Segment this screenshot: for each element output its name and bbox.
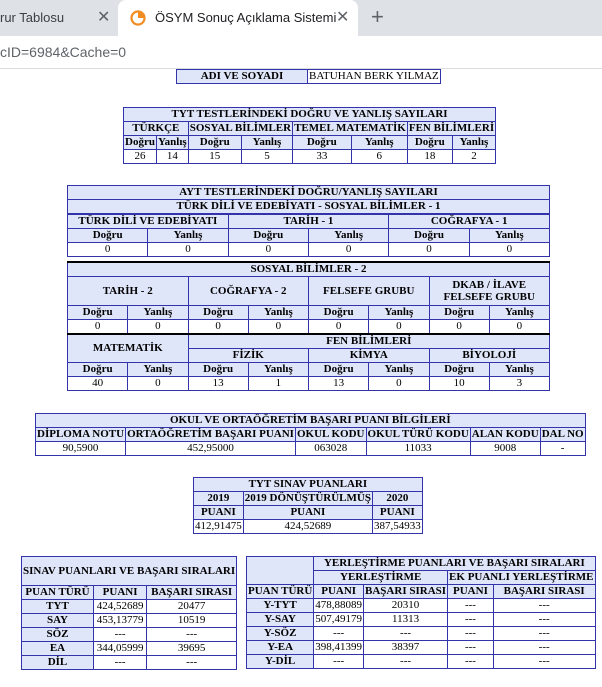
yanlis-header: Yanlış	[452, 136, 495, 150]
count-cell: 0	[188, 320, 248, 334]
dogru-header: Doğru	[293, 136, 351, 150]
subject-header: TÜRKÇE	[124, 122, 189, 136]
name-value: BATUHAN BERK YILMAZ	[309, 70, 439, 82]
column-header: PUANI	[314, 585, 364, 599]
sinav-puan-table	[21, 556, 237, 670]
column-header: PUANI	[93, 586, 146, 600]
subject-header: COĞRAFYA - 2	[188, 277, 309, 306]
table-title: AYT TESTLERİNDEKİ DOĞRU/YANLIŞ SAYILARI	[68, 186, 550, 200]
count-cell: 3	[489, 377, 549, 391]
group-title: FEN BİLİMLERİ	[188, 334, 550, 349]
puan-turu-cell: SÖZ	[22, 628, 94, 642]
value-cell: ---	[93, 628, 146, 642]
count-cell: 0	[309, 320, 369, 334]
value-cell: 20477	[147, 600, 237, 614]
count-cell: 0	[389, 243, 469, 257]
count-cell: 0	[248, 320, 308, 334]
dogru-header: Doğru	[429, 306, 489, 320]
dogru-header: Doğru	[188, 136, 241, 150]
value-cell: ---	[448, 641, 494, 655]
subject-header: FELSEFE GRUBU	[309, 277, 430, 306]
value-cell: 453,13779	[93, 614, 146, 628]
yanlis-header: Yanlış	[128, 306, 188, 320]
ayt-group2-table	[67, 261, 550, 334]
count-cell: 33	[293, 150, 351, 164]
table-title: TYT TESTLERİNDEKİ DOĞRU VE YANLIŞ SAYILARI	[124, 108, 496, 122]
count-cell: 18	[407, 150, 452, 164]
count-cell: 13	[188, 377, 248, 391]
value-cell: ---	[147, 656, 237, 670]
column-header: DAL NO	[541, 428, 584, 440]
value-cell: -	[540, 442, 585, 456]
count-cell: 0	[429, 320, 489, 334]
count-cell: 14	[156, 150, 188, 164]
value-cell: ---	[364, 655, 448, 669]
puan-turu-cell: DİL	[22, 656, 94, 670]
column-header: BAŞARI SIRASI	[365, 585, 447, 597]
basari-table	[35, 413, 586, 456]
subject-header: TÜRK DİLİ VE EDEBİYATI	[68, 215, 229, 229]
dogru-header: Doğru	[68, 306, 128, 320]
tab-previous[interactable]	[0, 0, 120, 36]
count-cell: 0	[308, 243, 388, 257]
table-title: SINAV PUANLARI VE BAŞARI SIRALARI	[22, 557, 237, 586]
value-cell: 398,41399	[315, 641, 363, 653]
ayt-group3-table	[67, 333, 550, 391]
puan-turu-cell: Y-TYT	[247, 599, 314, 613]
yanlis-header: Yanlış	[369, 363, 429, 377]
value-cell: 452,95000	[126, 442, 296, 456]
value-cell: ---	[448, 599, 494, 613]
yanlis-header: Yanlış	[148, 229, 228, 243]
year-header: 2020	[372, 492, 422, 506]
value-cell: ---	[448, 627, 494, 641]
puan-turu-cell: EA	[22, 642, 94, 656]
value-cell: ---	[448, 655, 494, 669]
column-header: OKUL TÜRÜ KODU	[367, 428, 469, 440]
puan-turu-cell: TYT	[22, 600, 94, 614]
subject-header: SOSYAL BİLİMLER	[189, 122, 292, 134]
subject-header: MATEMATİK	[68, 334, 189, 363]
column-header: PUAN TÜRÜ	[22, 586, 94, 600]
year-header: 2019	[194, 492, 244, 506]
yanlis-header: Yanlış	[351, 136, 407, 150]
column-header: BAŞARI SIRASI	[147, 586, 237, 600]
puani-header: PUANI	[372, 506, 422, 520]
dogru-header: Doğru	[125, 136, 155, 148]
close-icon[interactable]: ✕	[97, 9, 111, 26]
count-cell: 40	[68, 377, 128, 391]
close-icon[interactable]: ✕	[336, 9, 350, 26]
column-header: ORTAÖĞRETİM BAŞARI PUANI	[127, 428, 294, 440]
value-cell: ---	[147, 628, 237, 642]
subject-header: TARİH - 1	[228, 215, 389, 229]
count-cell: 6	[351, 150, 407, 164]
group-title: TÜRK DİLİ VE EDEBİYATI - SOSYAL BİLİMLER - 1	[68, 200, 550, 214]
ayt-counts-table	[67, 185, 550, 214]
tyt-puan-table	[193, 477, 423, 534]
column-header: DİPLOMA NOTU	[37, 428, 125, 440]
blank-header	[247, 557, 314, 585]
subject-header: FİZİK	[188, 349, 309, 363]
puan-turu-cell: Y-DİL	[247, 655, 314, 669]
count-cell: 0	[128, 320, 188, 334]
value-cell: 344,05999	[93, 642, 146, 656]
subgroup-header: EK PUANLI YERLEŞTİRME	[449, 571, 594, 583]
count-cell: 2	[452, 150, 495, 164]
value-cell: ---	[493, 613, 595, 627]
value-cell: ---	[493, 641, 595, 655]
value-cell: ---	[314, 655, 364, 669]
dogru-header: Doğru	[389, 229, 469, 243]
value-cell: ---	[493, 655, 595, 669]
value-cell: 063028	[295, 442, 366, 456]
value-cell: ---	[493, 599, 595, 613]
subject-header: COĞRAFYA - 1	[389, 215, 550, 229]
table-title: TYT SINAV PUANLARI	[194, 478, 423, 492]
dogru-header: Doğru	[228, 229, 308, 243]
value-cell: 10519	[147, 614, 237, 628]
value-cell: ---	[364, 627, 448, 641]
subject-header: KİMYA	[309, 349, 430, 363]
yanlis-header: Yanlış	[489, 306, 549, 320]
count-cell: 5	[241, 150, 292, 164]
count-cell: 26	[124, 150, 157, 164]
value-cell: 11313	[364, 613, 448, 627]
value-cell: 90,5900	[36, 442, 126, 456]
table-title: YERLEŞTİRME PUANLARI VE BAŞARI SIRALARI	[314, 557, 595, 571]
yanlis-header: Yanlış	[241, 136, 292, 150]
table-title: OKUL VE ORTAÖĞRETİM BAŞARI PUANI BİLGİLERİ	[36, 414, 586, 428]
value-cell: 11033	[366, 442, 470, 456]
plus-icon[interactable]: +	[371, 4, 384, 29]
puan-turu-cell: SAY	[22, 614, 94, 628]
count-cell: 0	[128, 377, 188, 391]
count-cell: 1	[248, 377, 308, 391]
value-cell: 39695	[147, 642, 237, 656]
ayt-group1-table	[67, 214, 550, 257]
yanlis-header: Yanlış	[469, 229, 549, 243]
subject-header: BİYOLOJİ	[429, 349, 550, 363]
count-cell: 10	[429, 377, 489, 391]
dogru-header: Doğru	[188, 306, 248, 320]
puani-header: PUANI	[194, 506, 244, 520]
name-table	[176, 69, 441, 84]
dogru-header: Doğru	[429, 363, 489, 377]
subgroup-header: YERLEŞTİRME	[314, 571, 448, 585]
subject-header: FEN BİLİMLERİ	[408, 122, 495, 134]
column-header: OKUL KODU	[296, 428, 365, 440]
puan-turu-cell: Y-EA	[247, 641, 314, 655]
count-cell: 0	[68, 243, 148, 257]
url-text[interactable]: cID=6984&Cache=0	[0, 44, 127, 60]
value-cell: 20310	[364, 599, 448, 613]
count-cell: 0	[68, 320, 128, 334]
column-header: PUAN TÜRÜ	[248, 585, 313, 597]
group-title: SOSYAL BİLİMLER - 2	[68, 262, 550, 277]
value-cell: ---	[448, 613, 494, 627]
column-header: ALAN KODU	[471, 428, 539, 440]
subject-header: TARİH - 2	[68, 277, 189, 306]
yanlis-header: Yanlış	[128, 363, 188, 377]
subject-header: DKAB / İLAVE FELSEFE GRUBU	[429, 277, 550, 306]
tab-bar	[0, 0, 602, 36]
subject-header: TEMEL MATEMATİK	[294, 122, 406, 134]
count-cell: 0	[489, 320, 549, 334]
tyt-counts-table	[123, 107, 496, 164]
count-cell: 0	[228, 243, 308, 257]
puani-header: PUANI	[243, 506, 372, 520]
dogru-header: Doğru	[188, 363, 248, 377]
count-cell: 0	[369, 377, 429, 391]
yanlis-header: Yanlış	[489, 363, 549, 377]
value-cell: 38397	[364, 641, 448, 655]
yerlestirme-table	[246, 556, 596, 669]
yanlis-header: Yanlış	[248, 363, 308, 377]
value-cell: 424,52689	[93, 600, 146, 614]
value-cell: 478,88089	[315, 599, 363, 611]
value-cell: ---	[314, 627, 364, 641]
value-cell: 9008	[470, 442, 540, 456]
value-cell: ---	[493, 627, 595, 641]
yanlis-header: Yanlış	[369, 306, 429, 320]
puan-turu-cell: Y-SÖZ	[247, 627, 314, 641]
value-cell: 387,54933	[373, 520, 421, 532]
count-cell: 15	[188, 150, 241, 164]
tab-active[interactable]	[118, 0, 358, 36]
dogru-header: Doğru	[309, 363, 369, 377]
name-label: ADI VE SOYADI	[177, 70, 308, 84]
dogru-header: Doğru	[68, 229, 148, 243]
yanlis-header: Yanlış	[248, 306, 308, 320]
yanlis-header: Yanlış	[157, 136, 187, 148]
count-cell: 0	[148, 243, 228, 257]
tab-title: rur Tablosu	[0, 10, 65, 25]
yanlis-header: Yanlış	[308, 229, 388, 243]
dogru-header: Doğru	[309, 306, 369, 320]
osym-icon	[130, 10, 146, 26]
puan-turu-cell: Y-SAY	[247, 613, 314, 627]
tab-title: ÖSYM Sonuç Açıklama Sistemi	[155, 10, 337, 25]
dogru-header: Doğru	[68, 363, 128, 377]
dogru-header: Doğru	[407, 136, 452, 150]
count-cell: 13	[309, 377, 369, 391]
value-cell: 412,91475	[195, 520, 242, 532]
year-header: 2019 DÖNÜŞTÜRÜLMÜŞ	[244, 492, 371, 504]
column-header: PUANI	[448, 585, 494, 599]
value-cell: ---	[93, 656, 146, 670]
count-cell: 0	[469, 243, 549, 257]
count-cell: 0	[369, 320, 429, 334]
column-header: BAŞARI SIRASI	[493, 585, 595, 599]
value-cell: 507,49179	[315, 613, 363, 625]
value-cell: 424,52689	[243, 520, 372, 534]
address-bar[interactable]	[0, 36, 602, 69]
